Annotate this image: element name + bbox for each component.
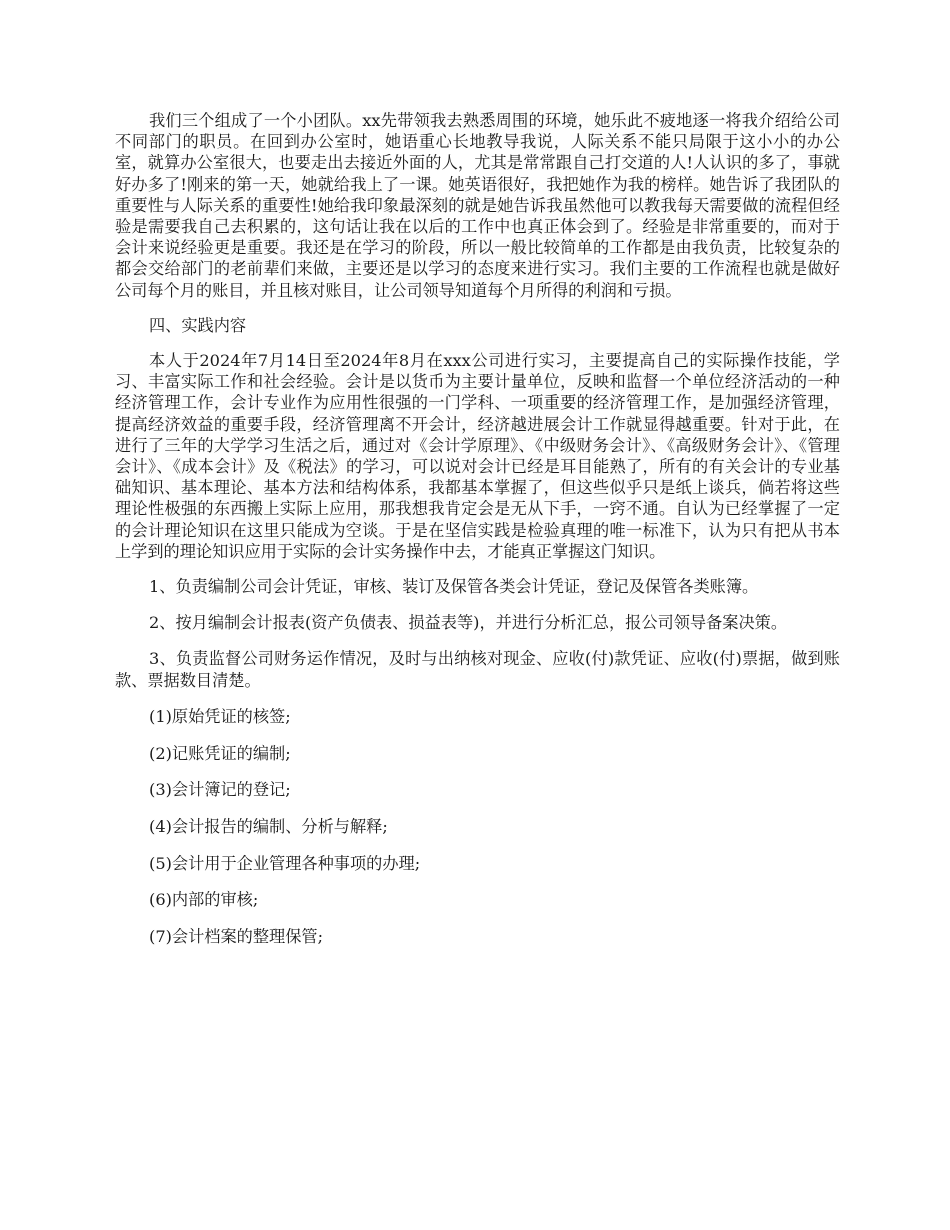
document-page [115,110,840,963]
duty-paragraph: 2、按月编制会计报表(资产负债表、损益表等)，并进行分析汇总，报公司领导备案决策。 [149,613,788,633]
list-item: (4)会计报告的编制、分析与解释; [149,816,388,836]
duty-paragraph: 3、负责监督公司财务运作情况，及时与出纳核对现金、应收(付)款凭证、应收(付)票据，做到账款、票据数目清楚。 [115,649,840,690]
list-item: (3)会计簿记的登记; [149,780,291,800]
list-item: (2)记账凭证的编制; [149,743,291,763]
list-item: (1)原始凭证的核签; [149,706,291,726]
list-item: (6)内部的审核; [149,890,259,910]
duty-paragraph: 1、负责编制公司会计凭证，审核、装订及保管各类会计凭证，登记及保管各类账簿。 [149,577,759,597]
section-heading: 四、实践内容 [149,315,247,335]
list-item: (7)会计档案的整理保管; [149,927,324,947]
body-paragraph: 本人于2024年7月14日至2024年8月在xxx公司进行实习，主要提高自己的实际操作技能，学习、丰富实际工作和社会经验。会计是以货币为主要计量单位，反映和监督一个单位经济活动的一种经济管理工作，会计专业作为应用性很强的一门学科、一项重要的经济管理工作，是加强经济管理，提高经济效益的重要手段，经济管理离不开会计，经济越进展会计工作就显得越重要。针对于此，在进行了三年的大学学习生活之后，通过对《会计学原理》、《中级财务会计》、《高级财务会计》、《管理会计》、《成本会计》及《税法》的学习，可以说对会计已经是耳目能熟了，所有的有关会计的专业基础知识、基本理论、基本方法和结构体系，我都基本掌握了，但这些似乎只是纸上谈兵，倘若将这些理论性极强的东西搬上实际上应用，那我想我肯定会是无从下手，一窍不通。自认为已经掌握了一定的会计理论知识在这里只能成为空谈。于是在坚信实践是检验真理的唯一标准下，认为只有把从书本上学到的理论知识应用于实际的会计实务操作中去，才能真正掌握这门知识。 [115,351,840,561]
list-item: (5)会计用于企业管理各种事项的办理; [149,853,421,873]
body-paragraph: 我们三个组成了一个小团队。xx先带领我去熟悉周围的环境，她乐此不疲地逐一将我介绍给公司不同部门的职员。在回到办公室时，她语重心长地教导我说，人际关系不能只局限于这小小的办公室，就算办公室很大，也要走出去接近外面的人，尤其是常常跟自己打交道的人!人认识的多了，事就好办多了!刚来的第一天，她就给我上了一课。她英语很好，我把她作为我的榜样。她告诉了我团队的重要性与人际关系的重要性!她给我印象最深刻的就是她告诉我虽然他可以教我每天需要做的流程但经验是需要我自己去积累的，这句话让我在以后的工作中也真正体会到了。经验是非常重要的，而对于会计来说经验更是重要。我还是在学习的阶段，所以一般比较简单的工作都是由我负责，比较复杂的都会交给部门的老前辈们来做，主要还是以学习的态度来进行实习。我们主要的工作流程也就是做好公司每个月的账目，并且核对账目，让公司领导知道每个月所得的利润和亏损。 [115,111,840,300]
